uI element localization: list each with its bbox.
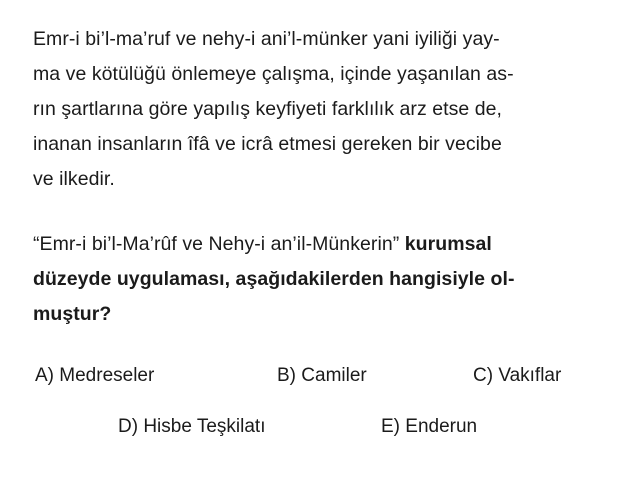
question-text (33, 227, 601, 332)
passage-line-1: Emr-i bi’l-ma’ruf ve nehy-i ani’l-münker yani iyiliği yay- (33, 28, 500, 50)
options-list (33, 359, 601, 444)
question-line-2: düzeyde uygulaması, aşağıdakilerden hangisiyle ol- (33, 268, 515, 290)
question-line-1 (33, 227, 601, 262)
passage-line-2: ma ve kötülüğü önlemeye çalışma, içinde yaşanılan as- (33, 63, 514, 85)
question-quote: “Emr-i bi’l-Ma’rûf ve Nehy-i an’il-Münkerin” (33, 233, 405, 255)
question-line-3: muştur? (33, 303, 112, 325)
options-row-1 (33, 359, 601, 393)
option-b[interactable]: B) Camiler (277, 365, 367, 386)
passage-text (33, 22, 601, 197)
option-e[interactable]: E) Enderun (381, 416, 478, 437)
option-a[interactable]: A) Medreseler (35, 365, 155, 386)
options-row-2 (33, 410, 601, 444)
option-c[interactable]: C) Vakıflar (473, 365, 562, 386)
option-d[interactable]: D) Hisbe Teşkilatı (118, 416, 266, 437)
passage-line-5: ve ilkedir. (33, 168, 115, 190)
question-emphasis-1: kurumsal (404, 233, 492, 255)
passage-line-3: rın şartlarına göre yapılış keyfiyeti farklılık arz etse de, (33, 98, 503, 120)
passage-line-4: inanan insanların îfâ ve icrâ etmesi gereken bir vecibe (33, 133, 502, 155)
